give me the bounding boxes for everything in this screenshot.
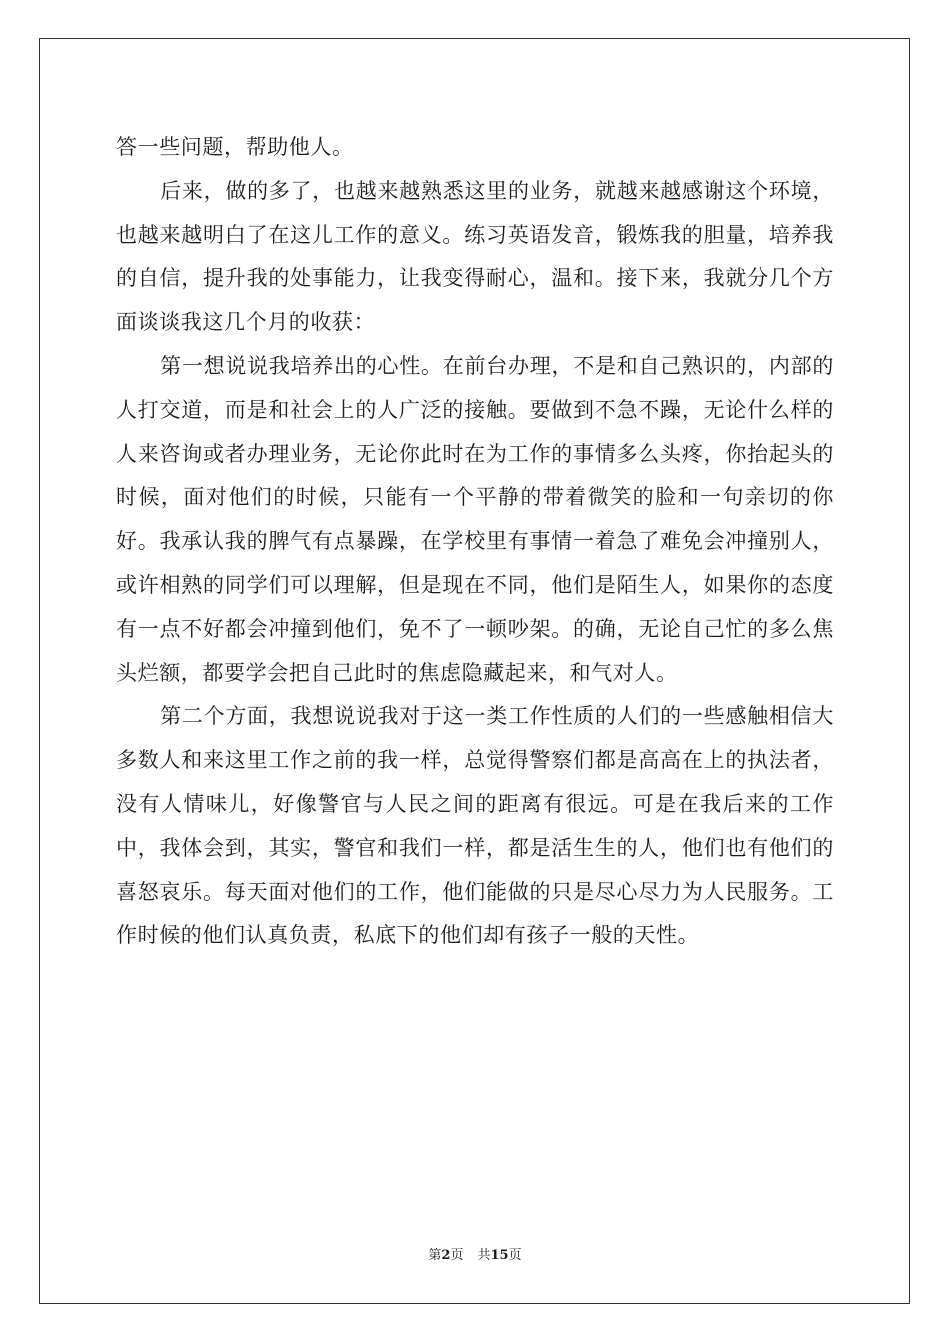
paragraph: 第一想说说我培养出的心性。在前台办理，不是和自己熟识的，内部的人打交道，而是和社会上的人广泛的接触。要做到不急不躁，无论什么样的人来咨询或者办理业务，无论你此时在为工作的事情多么头疼，你抬起头的时候，面对他们的时候，只能有一个平静的带着微笑的脸和一句亲切的你好。我承认我的脾气有点暴躁，在学校里有事情一着急了难免会冲撞别人，或许相熟的同学们可以理解，但是现在不同，他们是陌生人，如果你的态度有一点不好都会冲撞到他们，免不了一顿吵架。的确，无论自己忙的多么焦头烂额，都要学会把自己此时的焦虑隐藏起来，和气对人。 — [116, 353, 834, 685]
paragraph: 第二个方面，我想说说我对于这一类工作性质的人们的一些感触相信大多数人和来这里工作之前的我一样，总觉得警察们都是高高在上的执法者，没有人情味儿，好像警官与人民之间的距离有很远。可是在我后来的工作中，我体会到，其实，警官和我们一样，都是活生生的人，他们也有他们的喜怒哀乐。每天面对他们的工作，他们能做的只是尽心尽力为人民服务。工作时候的他们认真负责，私底下的他们却有孩子一般的天性。 — [116, 704, 834, 948]
paragraph: 后来，做的多了，也越来越熟悉这里的业务，就越来越感谢这个环境，也越来越明白了在这儿工作的意义。练习英语发音，锻炼我的胆量，培养我的自信，提升我的处事能力，让我变得耐心，温和。接下来，我就分几个方面谈谈我这几个月的收获： — [116, 178, 834, 335]
page-suffix: 页 — [450, 1248, 464, 1263]
total-prefix: 共 — [477, 1248, 491, 1263]
page-number: 2 — [441, 1248, 451, 1263]
total-pages: 15 — [490, 1248, 509, 1263]
page-footer — [0, 1247, 950, 1265]
paragraph-continuation: 答一些问题，帮助他人。 — [116, 135, 354, 159]
page-prefix: 第 — [428, 1248, 442, 1263]
document-body — [116, 126, 834, 958]
total-suffix: 页 — [508, 1248, 522, 1263]
